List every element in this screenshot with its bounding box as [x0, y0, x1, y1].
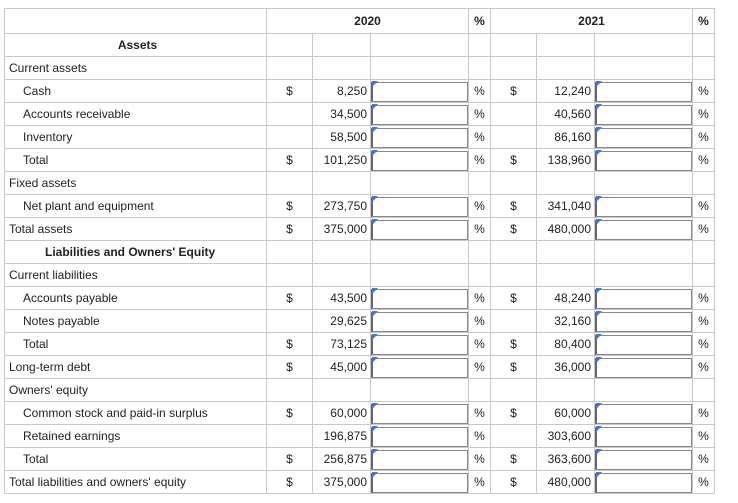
- value-2020: 29,625: [313, 310, 371, 333]
- pct-input-2020-cell: [371, 264, 469, 287]
- dollar-sign-2021: [491, 57, 537, 80]
- pct-input-2021-cell[interactable]: [595, 333, 693, 356]
- pct-input-2020-cell: [371, 34, 469, 57]
- table-row: [5, 402, 715, 425]
- dollar-sign-2021: $: [491, 287, 537, 310]
- pct-sign-2020: [469, 264, 491, 287]
- value-2020: 256,875: [313, 448, 371, 471]
- row-label: Net plant and equipment: [5, 195, 267, 218]
- percent-input-2020[interactable]: [371, 105, 468, 125]
- pct-input-2020-cell[interactable]: [371, 103, 469, 126]
- pct-sign-2021: %: [693, 310, 715, 333]
- value-2021: [537, 57, 595, 80]
- row-label: Current assets: [5, 57, 267, 80]
- value-2021: 80,400: [537, 333, 595, 356]
- pct-2021-header: %: [693, 9, 715, 34]
- pct-sign-2020: %: [469, 425, 491, 448]
- percent-input-2021[interactable]: [595, 473, 692, 493]
- table-row: [5, 310, 715, 333]
- dollar-sign-2020: $: [267, 356, 313, 379]
- pct-sign-2021: %: [693, 471, 715, 494]
- dollar-sign-2021: [491, 34, 537, 57]
- dollar-sign-2020: [267, 172, 313, 195]
- percent-input-2020[interactable]: [371, 404, 468, 424]
- row-label: Total assets: [5, 218, 267, 241]
- percent-input-2020[interactable]: [371, 335, 468, 355]
- dollar-sign-2020: [267, 57, 313, 80]
- pct-input-2021-cell[interactable]: [595, 471, 693, 494]
- value-2021: 341,040: [537, 195, 595, 218]
- value-2021: 36,000: [537, 356, 595, 379]
- pct-sign-2021: %: [693, 149, 715, 172]
- percent-input-2020[interactable]: [371, 450, 468, 470]
- row-label: Retained earnings: [5, 425, 267, 448]
- dollar-sign-2021: $: [491, 195, 537, 218]
- percent-input-2020[interactable]: [371, 358, 468, 378]
- row-label: Notes payable: [5, 310, 267, 333]
- table-row: [5, 57, 715, 80]
- dollar-sign-2021: $: [491, 448, 537, 471]
- dollar-sign-2021: $: [491, 80, 537, 103]
- pct-input-2021-cell[interactable]: [595, 402, 693, 425]
- pct-sign-2021: [693, 172, 715, 195]
- pct-sign-2021: [693, 241, 715, 264]
- pct-sign-2021: [693, 34, 715, 57]
- percent-input-2021[interactable]: [595, 105, 692, 125]
- value-2021: [537, 264, 595, 287]
- dollar-sign-2020: [267, 241, 313, 264]
- pct-input-2021-cell: [595, 172, 693, 195]
- dollar-sign-2020: $: [267, 218, 313, 241]
- value-2020: [313, 379, 371, 402]
- pct-input-2021-cell[interactable]: [595, 195, 693, 218]
- pct-input-2020-cell: [371, 379, 469, 402]
- percent-input-2021[interactable]: [595, 289, 692, 309]
- dollar-sign-2021: $: [491, 402, 537, 425]
- dollar-sign-2020: $: [267, 149, 313, 172]
- value-2021: 138,960: [537, 149, 595, 172]
- pct-input-2020-cell: [371, 57, 469, 80]
- value-2021: 60,000: [537, 402, 595, 425]
- pct-sign-2020: [469, 34, 491, 57]
- pct-sign-2020: %: [469, 287, 491, 310]
- pct-sign-2020: %: [469, 126, 491, 149]
- percent-input-2020[interactable]: [371, 197, 468, 217]
- row-label: Owners' equity: [5, 379, 267, 402]
- dollar-sign-2020: $: [267, 448, 313, 471]
- balance-sheet-table: [4, 8, 715, 494]
- percent-input-2021[interactable]: [595, 197, 692, 217]
- value-2021: 32,160: [537, 310, 595, 333]
- dollar-sign-2021: $: [491, 149, 537, 172]
- row-label: Fixed assets: [5, 172, 267, 195]
- value-2020: 43,500: [313, 287, 371, 310]
- table-row: [5, 333, 715, 356]
- table-row: [5, 172, 715, 195]
- dollar-sign-2021: [491, 172, 537, 195]
- row-label: Total: [5, 149, 267, 172]
- percent-input-2021[interactable]: [595, 220, 692, 240]
- pct-sign-2020: %: [469, 80, 491, 103]
- percent-input-2020[interactable]: [371, 220, 468, 240]
- pct-input-2020-cell[interactable]: [371, 425, 469, 448]
- row-label: Cash: [5, 80, 267, 103]
- value-2021: 303,600: [537, 425, 595, 448]
- table-row: [5, 218, 715, 241]
- percent-input-2021[interactable]: [595, 404, 692, 424]
- pct-sign-2020: %: [469, 103, 491, 126]
- row-label: Current liabilities: [5, 264, 267, 287]
- value-2020: [313, 34, 371, 57]
- dollar-sign-2021: [491, 126, 537, 149]
- row-label: Accounts receivable: [5, 103, 267, 126]
- pct-input-2020-cell[interactable]: [371, 448, 469, 471]
- pct-sign-2021: [693, 264, 715, 287]
- pct-sign-2020: %: [469, 218, 491, 241]
- table-row: [5, 425, 715, 448]
- pct-sign-2021: %: [693, 425, 715, 448]
- value-2020: [313, 172, 371, 195]
- dollar-sign-2020: [267, 103, 313, 126]
- pct-input-2021-cell[interactable]: [595, 425, 693, 448]
- value-2020: [313, 264, 371, 287]
- dollar-sign-2020: $: [267, 287, 313, 310]
- pct-input-2020-cell[interactable]: [371, 126, 469, 149]
- pct-sign-2020: %: [469, 448, 491, 471]
- value-2021: [537, 172, 595, 195]
- row-label: Long-term debt: [5, 356, 267, 379]
- percent-input-2021[interactable]: [595, 82, 692, 102]
- value-2020: 73,125: [313, 333, 371, 356]
- pct-2020-header: %: [469, 9, 491, 34]
- value-2020: [313, 241, 371, 264]
- percent-input-2021[interactable]: [595, 312, 692, 332]
- dollar-sign-2020: [267, 425, 313, 448]
- pct-input-2020-cell[interactable]: [371, 149, 469, 172]
- pct-input-2020-cell[interactable]: [371, 80, 469, 103]
- dollar-sign-2021: [491, 379, 537, 402]
- percent-input-2020[interactable]: [371, 473, 468, 493]
- value-2020: 101,250: [313, 149, 371, 172]
- value-2020: 60,000: [313, 402, 371, 425]
- table-row: [5, 149, 715, 172]
- value-2021: 363,600: [537, 448, 595, 471]
- table-row: [5, 356, 715, 379]
- dollar-sign-2020: $: [267, 333, 313, 356]
- pct-input-2021-cell[interactable]: [595, 448, 693, 471]
- value-2020: 45,000: [313, 356, 371, 379]
- pct-sign-2020: %: [469, 149, 491, 172]
- pct-input-2021-cell[interactable]: [595, 103, 693, 126]
- dollar-sign-2021: [491, 103, 537, 126]
- value-2021: 40,560: [537, 103, 595, 126]
- dollar-sign-2021: $: [491, 218, 537, 241]
- pct-input-2021-cell[interactable]: [595, 310, 693, 333]
- pct-input-2020-cell[interactable]: [371, 310, 469, 333]
- pct-input-2021-cell: [595, 264, 693, 287]
- pct-input-2020-cell[interactable]: [371, 195, 469, 218]
- header-label-cell: [5, 9, 267, 34]
- pct-input-2020-cell: [371, 241, 469, 264]
- percent-input-2020[interactable]: [371, 82, 468, 102]
- table-row: [5, 241, 715, 264]
- pct-sign-2020: [469, 172, 491, 195]
- percent-input-2021[interactable]: [595, 128, 692, 148]
- year-2021-header: 2021: [491, 9, 693, 34]
- pct-sign-2021: %: [693, 287, 715, 310]
- table-row: [5, 379, 715, 402]
- row-label: Total liabilities and owners' equity: [5, 471, 267, 494]
- pct-sign-2021: %: [693, 126, 715, 149]
- row-label: Liabilities and Owners' Equity: [5, 241, 267, 264]
- pct-sign-2020: %: [469, 402, 491, 425]
- pct-sign-2020: %: [469, 310, 491, 333]
- dollar-sign-2020: $: [267, 80, 313, 103]
- table-row: [5, 126, 715, 149]
- percent-input-2021[interactable]: [595, 427, 692, 447]
- value-2020: 8,250: [313, 80, 371, 103]
- header-row: [5, 9, 715, 34]
- pct-sign-2020: %: [469, 195, 491, 218]
- pct-input-2020-cell: [371, 172, 469, 195]
- dollar-sign-2021: $: [491, 356, 537, 379]
- pct-sign-2020: [469, 379, 491, 402]
- percent-input-2020[interactable]: [371, 289, 468, 309]
- pct-sign-2021: %: [693, 402, 715, 425]
- table-row: [5, 195, 715, 218]
- dollar-sign-2020: $: [267, 471, 313, 494]
- table-row: [5, 448, 715, 471]
- pct-input-2020-cell[interactable]: [371, 333, 469, 356]
- pct-sign-2021: %: [693, 195, 715, 218]
- dollar-sign-2021: $: [491, 333, 537, 356]
- dollar-sign-2020: [267, 264, 313, 287]
- pct-sign-2021: [693, 57, 715, 80]
- pct-input-2021-cell: [595, 241, 693, 264]
- row-label: Total: [5, 333, 267, 356]
- percent-input-2021[interactable]: [595, 450, 692, 470]
- pct-input-2021-cell[interactable]: [595, 218, 693, 241]
- pct-input-2021-cell: [595, 379, 693, 402]
- dollar-sign-2021: [491, 425, 537, 448]
- pct-input-2021-cell: [595, 34, 693, 57]
- dollar-sign-2021: [491, 310, 537, 333]
- value-2021: 12,240: [537, 80, 595, 103]
- value-2021: 48,240: [537, 287, 595, 310]
- table-row: [5, 103, 715, 126]
- percent-input-2020[interactable]: [371, 151, 468, 171]
- percent-input-2021[interactable]: [595, 151, 692, 171]
- row-label: Inventory: [5, 126, 267, 149]
- pct-input-2020-cell[interactable]: [371, 218, 469, 241]
- pct-input-2020-cell[interactable]: [371, 356, 469, 379]
- pct-sign-2021: %: [693, 356, 715, 379]
- value-2021: 86,160: [537, 126, 595, 149]
- table-row: [5, 471, 715, 494]
- pct-sign-2021: %: [693, 448, 715, 471]
- pct-input-2020-cell[interactable]: [371, 471, 469, 494]
- table-row: [5, 80, 715, 103]
- value-2021: [537, 379, 595, 402]
- pct-input-2021-cell[interactable]: [595, 126, 693, 149]
- value-2020: 375,000: [313, 218, 371, 241]
- pct-sign-2020: %: [469, 471, 491, 494]
- dollar-sign-2020: $: [267, 195, 313, 218]
- table-row: [5, 264, 715, 287]
- value-2021: 480,000: [537, 471, 595, 494]
- row-label: Accounts payable: [5, 287, 267, 310]
- pct-sign-2021: %: [693, 333, 715, 356]
- pct-sign-2020: [469, 57, 491, 80]
- dollar-sign-2020: [267, 379, 313, 402]
- row-label: Total: [5, 448, 267, 471]
- dollar-sign-2020: [267, 34, 313, 57]
- table-row: [5, 34, 715, 57]
- percent-input-2021[interactable]: [595, 358, 692, 378]
- pct-input-2021-cell[interactable]: [595, 149, 693, 172]
- row-label: Assets: [5, 34, 267, 57]
- dollar-sign-2021: $: [491, 471, 537, 494]
- value-2020: 375,000: [313, 471, 371, 494]
- value-2020: [313, 57, 371, 80]
- dollar-sign-2020: [267, 310, 313, 333]
- pct-input-2021-cell[interactable]: [595, 80, 693, 103]
- dollar-sign-2020: [267, 126, 313, 149]
- value-2020: 196,875: [313, 425, 371, 448]
- pct-input-2021-cell[interactable]: [595, 356, 693, 379]
- pct-input-2020-cell[interactable]: [371, 402, 469, 425]
- year-2020-header: 2020: [267, 9, 469, 34]
- value-2020: 273,750: [313, 195, 371, 218]
- dollar-sign-2020: $: [267, 402, 313, 425]
- pct-input-2021-cell: [595, 57, 693, 80]
- value-2020: 58,500: [313, 126, 371, 149]
- pct-sign-2020: %: [469, 333, 491, 356]
- percent-input-2020[interactable]: [371, 312, 468, 332]
- pct-sign-2020: %: [469, 356, 491, 379]
- percent-input-2021[interactable]: [595, 335, 692, 355]
- percent-input-2020[interactable]: [371, 128, 468, 148]
- pct-sign-2021: [693, 379, 715, 402]
- dollar-sign-2021: [491, 241, 537, 264]
- value-2021: [537, 34, 595, 57]
- pct-sign-2021: %: [693, 218, 715, 241]
- value-2021: 480,000: [537, 218, 595, 241]
- table-row: [5, 287, 715, 310]
- dollar-sign-2021: [491, 264, 537, 287]
- pct-sign-2020: [469, 241, 491, 264]
- pct-input-2020-cell[interactable]: [371, 287, 469, 310]
- pct-input-2021-cell[interactable]: [595, 287, 693, 310]
- value-2021: [537, 241, 595, 264]
- pct-sign-2021: %: [693, 103, 715, 126]
- row-label: Common stock and paid-in surplus: [5, 402, 267, 425]
- pct-sign-2021: %: [693, 80, 715, 103]
- percent-input-2020[interactable]: [371, 427, 468, 447]
- value-2020: 34,500: [313, 103, 371, 126]
